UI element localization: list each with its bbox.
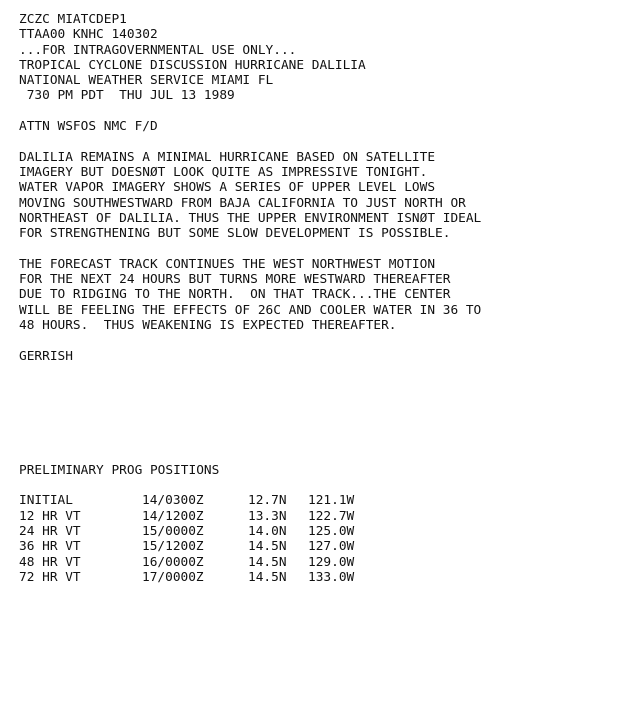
paragraph-line: NORTHEAST OF DALILIA. THUS THE UPPER ENVIRONMENT ISNØT IDEAL (19, 210, 482, 226)
header-line: ...FOR INTRAGOVERNMENTAL USE ONLY... (19, 42, 297, 58)
discussion-paragraph-1 (19, 150, 631, 242)
paragraph-line: WATER VAPOR IMAGERY SHOWS A SERIES OF UPPER LEVEL LOWS (19, 180, 436, 196)
valid-time: 15/1200Z (142, 539, 204, 555)
latitude: 14.5N (248, 554, 287, 570)
forecast-label: 36 HR VT (19, 539, 81, 555)
forecast-label: 72 HR VT (19, 569, 81, 585)
table-row (19, 493, 378, 508)
paragraph-line: MOVING SOUTHWESTWARD FROM BAJA CALIFORNIA TO JUST NORTH OR (19, 195, 466, 211)
latitude: 14.5N (248, 569, 287, 585)
valid-time: 16/0000Z (142, 554, 204, 570)
longitude: 125.0W (308, 524, 355, 540)
table-row (19, 555, 378, 570)
paragraph-line: THE FORECAST TRACK CONTINUES THE WEST NORTHWEST MOTION (19, 256, 436, 272)
paragraph-line: IMAGERY BUT DOESNØT LOOK QUITE AS IMPRESSIVE TONIGHT. (19, 164, 428, 180)
issuing-office: NATIONAL WEATHER SERVICE MIAMI FL (19, 73, 274, 89)
table-row (19, 509, 378, 524)
attention-line: ATTN WSFOS NMC F/D (19, 119, 158, 135)
latitude: 14.0N (248, 524, 287, 540)
paragraph-line: FOR STRENGTHENING BUT SOME SLOW DEVELOPMENT IS POSSIBLE. (19, 226, 451, 242)
table-row (19, 524, 378, 539)
forecast-label: 12 HR VT (19, 508, 81, 524)
longitude: 127.0W (308, 539, 355, 555)
latitude: 12.7N (248, 493, 287, 509)
valid-time: 17/0000Z (142, 569, 204, 585)
valid-time: 14/0300Z (142, 493, 204, 509)
longitude: 122.7W (308, 508, 355, 524)
valid-time: 15/0000Z (142, 524, 204, 540)
prog-positions-title: PRELIMINARY PROG POSITIONS (19, 462, 220, 478)
longitude: 133.0W (308, 569, 355, 585)
header-line: ZCZC MIATCDEP1 (19, 12, 127, 27)
paragraph-line: 48 HOURS. THUS WEAKENING IS EXPECTED THEREAFTER. (19, 317, 397, 333)
latitude: 14.5N (248, 539, 287, 555)
paragraph-line: DUE TO RIDGING TO THE NORTH. ON THAT TRACK...THE CENTER (19, 287, 451, 303)
tropical-cyclone-discussion (19, 12, 631, 585)
forecaster-signature: GERRISH (19, 348, 73, 364)
latitude: 13.3N (248, 508, 287, 524)
paragraph-line: WILL BE FEELING THE EFFECTS OF 26C AND COOLER WATER IN 36 TO (19, 302, 482, 318)
paragraph-line: FOR THE NEXT 24 HOURS BUT TURNS MORE WESTWARD THEREAFTER (19, 272, 451, 288)
bulletin-header (19, 12, 631, 104)
table-row (19, 539, 378, 554)
forecast-label: INITIAL (19, 493, 73, 509)
paragraph-line: DALILIA REMAINS A MINIMAL HURRICANE BASED ON SATELLITE (19, 149, 436, 165)
longitude: 121.1W (308, 493, 355, 509)
issue-time: 730 PM PDT THU JUL 13 1989 (19, 88, 235, 104)
valid-time: 14/1200Z (142, 508, 204, 524)
document-title: TROPICAL CYCLONE DISCUSSION HURRICANE DALILIA (19, 57, 366, 73)
forecast-label: 24 HR VT (19, 524, 81, 540)
header-line: TTAA00 KNHC 140302 (19, 27, 158, 43)
forecast-label: 48 HR VT (19, 554, 81, 570)
prog-positions-table (19, 493, 378, 585)
table-row (19, 570, 378, 585)
longitude: 129.0W (308, 554, 355, 570)
discussion-paragraph-2 (19, 257, 631, 333)
